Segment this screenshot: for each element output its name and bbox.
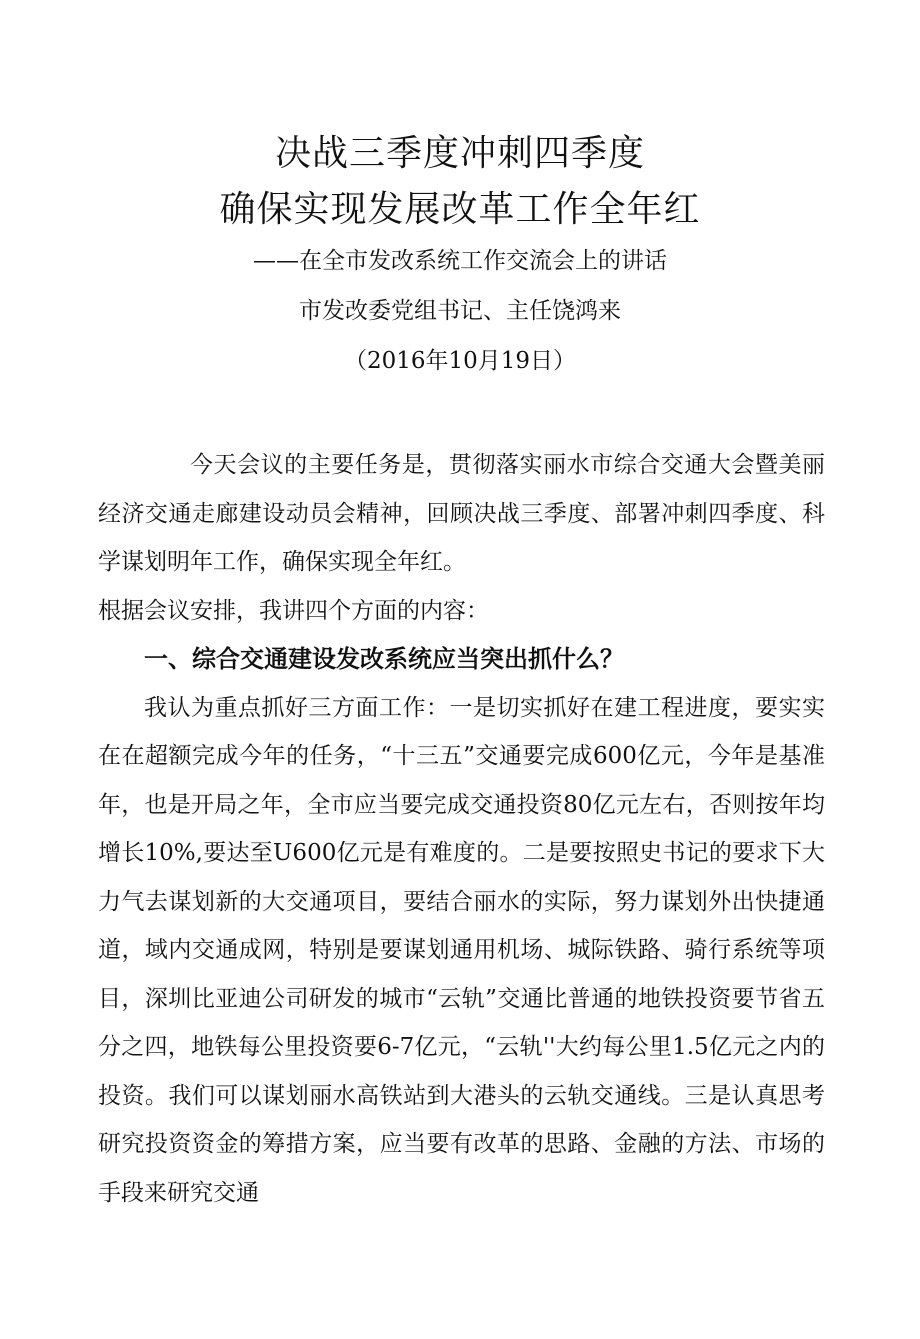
document-title-line-2: 确保实现发展改革工作全年红 (219, 189, 701, 230)
section-heading-1: 一、综合交通建设发改系统应当突出抓什么？ (144, 645, 624, 673)
paragraph-arrangement: 根据会议安排，我讲四个方面的内容： (98, 597, 489, 624)
document-date: （2016年10月19日） (343, 348, 577, 374)
paragraph-intro: 今天会议的主要任务是，贯彻落实丽水市综合交通大会暨美丽经济交通走廊建设动员会精神，回顾决战三季度、部署冲刺四季度、科学谋划明年工作，确保实现全年红。 (98, 452, 825, 575)
document-title-line-1: 决战三季度冲刺四季度 (274, 133, 645, 174)
document-subtitle: ——在全市发改系统工作交流会上的讲话 (253, 248, 667, 274)
paragraph-section-1: 我认为重点抓好三方面工作：一是切实抓好在建工程进度，要实实在在超额完成今年的任务，“十三五”交通要完成600亿元，今年是基准年，也是开局之年，全市应当要完成交通投资80亿元左右，否则按年均增长10%,要达至U600亿元是有难度的。二是要按照史书记的要求下大力气去谋划新的大交通项目，要结合丽水的实际，努力谋划外出快捷通道，域内交通成网，特别是要谋划通用机场、城际铁路、骑行系统等项目，深圳比亚迪公司研发的城市“云轨”交通比普通的地铁投资要节省五分之四，地铁每公里投资要6-7亿元，“云轨''大约每公里1.5亿元之内的投资。我们可以谋划丽水高铁站到大港头的云轨交通线。三是认真思考研究投资资金的筹措方案，应当要有改革的思路、金融的方法、市场的手段来研究交通 (98, 694, 825, 1206)
document-body (98, 441, 825, 1217)
document-speaker: 市发改委党组书记、主任饶鸿来 (299, 298, 621, 324)
